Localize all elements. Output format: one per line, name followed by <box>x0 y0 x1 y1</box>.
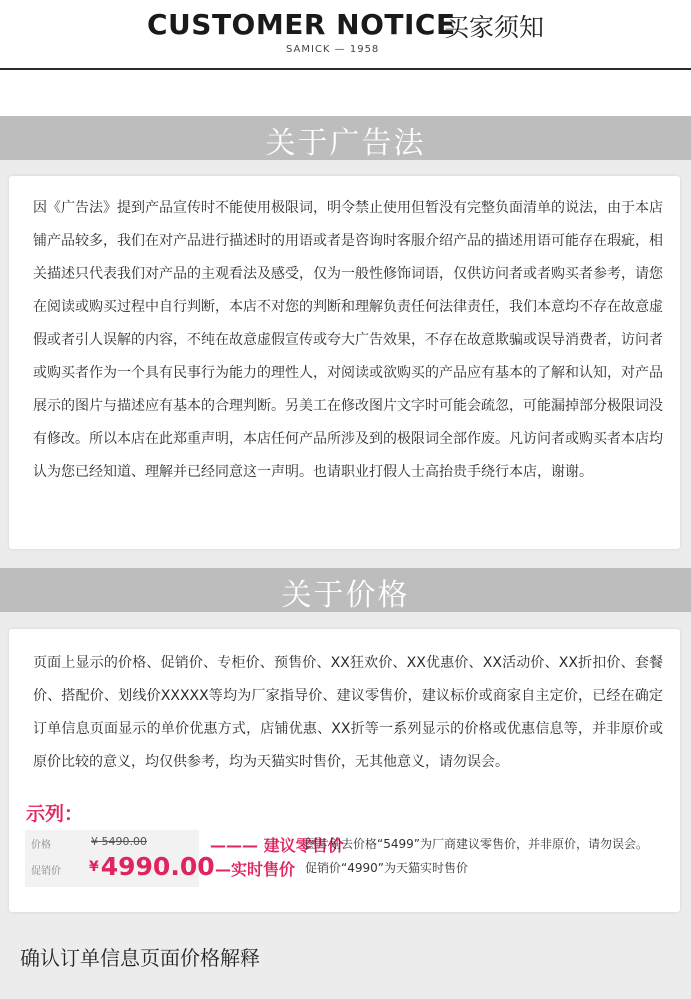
currency-symbol: ¥ <box>89 859 99 875</box>
struck-price: ¥ 5490.00 <box>91 835 147 848</box>
example-title: 示列： <box>26 803 84 825</box>
header-spacer <box>0 70 691 116</box>
advertising-law-text: 因《广告法》提到产品宣传时不能使用极限词，明令禁止使用但暂没有完整负面清单的说法，由于本店铺产品较多，我们在对产品进行描述时的用语或者是咨询时客服介绍产品的描述用语可能存在瑕疵，相关描述只代表我们对产品的主观看法及感受，仅为一般性修饰词语，仅供访问者或者购买者参考，请您在阅读或购买过程中自行判断，本店不对您的判断和理解负责任何法律责任，我们本意均不存在故意虚假或者引人误解的内容，不纯在故意虚假宣传或夸大广告效果，不存在故意欺骗或误导消费者，访问者或购买者作为一个具有民事行为能力的理性人，对阅读或欲购买的产品应有基本的了解和认知，对产品展示的图片与描述应有基本的合理判断。另美工在修改图片文字时可能会疏忽，可能漏掉部分极限词没有修改。所以本店在此郑重声明，本店任何产品所涉及到的极限词全部作废。凡访问者或购买者本店均认为您已经知道、理解并已经同意这一声明。也请职业打假人士高抬贵手绕行本店，谢谢。 <box>33 200 663 480</box>
price-text: 页面上显示的价格、促销价、专柜价、预售价、XX狂欢价、XX优惠价、XX活动价、XX折扣价、套餐价、搭配价、划线价XXXXX等均为厂家指导价、建议零售价，建议标价或商家自主定价，已经在确定订单信息页面显示的单价优惠方式，店铺优惠、XX折等一系列显示的价格或优惠信息等，并非原价或原价比较的意义，均仅供参考，均为天猫实时售价，无其他意义，请勿误会。 <box>33 655 663 770</box>
promo-price-label: 促销价 <box>31 866 61 877</box>
retail-price-note: 图片划去价格“5499”为厂商建议零售价，并非原价，请勿误会。 <box>305 837 648 851</box>
price-label: 价格 <box>31 840 51 851</box>
promo-price <box>89 852 215 881</box>
order-price-heading: 确认订单信息页面价格解释 <box>20 946 260 970</box>
header-title-en: CUSTOMER NOTICE <box>147 8 456 41</box>
page-header <box>0 0 691 70</box>
retail-price-tag: ——— 建议零售价 <box>210 836 344 855</box>
example-price-box <box>25 830 215 887</box>
live-price-tag: —实时售价 <box>215 860 296 879</box>
header-subtitle: SAMICK — 1958 <box>286 44 380 55</box>
promo-price-value: 4990.00 <box>100 852 215 881</box>
section-title: 关于广告法 <box>265 126 426 161</box>
price-card <box>9 629 680 912</box>
section-bar-advertising-law <box>0 116 691 160</box>
section-title: 关于价格 <box>281 578 410 613</box>
header-title-cn: 买家须知 <box>444 13 545 42</box>
live-price-note: 促销价“4990”为天猫实时售价 <box>305 861 468 875</box>
advertising-law-card <box>9 176 680 549</box>
section-bar-price <box>0 568 691 612</box>
